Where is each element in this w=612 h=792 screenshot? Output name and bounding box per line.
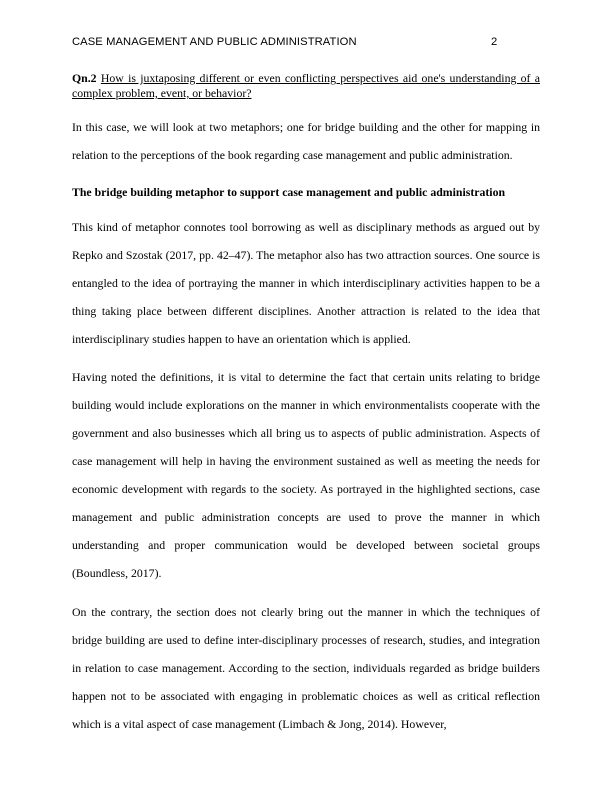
running-title: CASE MANAGEMENT AND PUBLIC ADMINISTRATION <box>72 36 357 48</box>
intro-paragraph: In this case, we will look at two metaphors; one for bridge building and the other for mapping in relation to the perceptions of the book regarding case management and public administration. <box>72 120 540 162</box>
section-heading: The bridge building metaphor to support case management and public administration <box>72 184 506 199</box>
document-body <box>72 71 540 748</box>
question-label: Qn.2 <box>72 71 97 85</box>
question-text: How is juxtaposing different or even conflicting perspectives aid one's understanding of a complex problem, event, or behavior? <box>72 71 540 100</box>
paragraph-2: Having noted the definitions, it is vital to determine the fact that certain units relating to bridge building would include explorations on the manner in which environmentalists cooperate with the government and also businesses which all bring us to aspects of public administration. Aspects of case management will help in having the environment sustained as well as meeting the needs for economic development with regards to the society. As portrayed in the highlighted sections, case management and public administration concepts are used to prove the manner in which understanding and proper communication would be developed between societal groups (Boundless, 2017). <box>72 370 540 580</box>
paragraph-3: On the contrary, the section does not clearly bring out the manner in which the techniques of bridge building are used to define inter-disciplinary processes of research, studies, and integration in relation to case management. According to the section, individuals regarded as bridge builders happen not to be associated with engaging in problematic choices as well as critical reflection which is a vital aspect of case management (Limbach & Jong, 2014). However, <box>72 604 540 731</box>
paragraph-1: This kind of metaphor connotes tool borrowing as well as disciplinary methods as argued out by Repko and Szostak (2017, pp. 42–47). The metaphor also has two attraction sources. One source is entangled to the idea of portraying the manner in which interdisciplinary activities happen to be a thing taking place between different disciplines. Another attraction is related to the idea that interdisciplinary studies happen to have an orientation which is applied. <box>72 219 540 346</box>
question-line <box>72 71 540 101</box>
page-number: 2 <box>491 36 498 48</box>
